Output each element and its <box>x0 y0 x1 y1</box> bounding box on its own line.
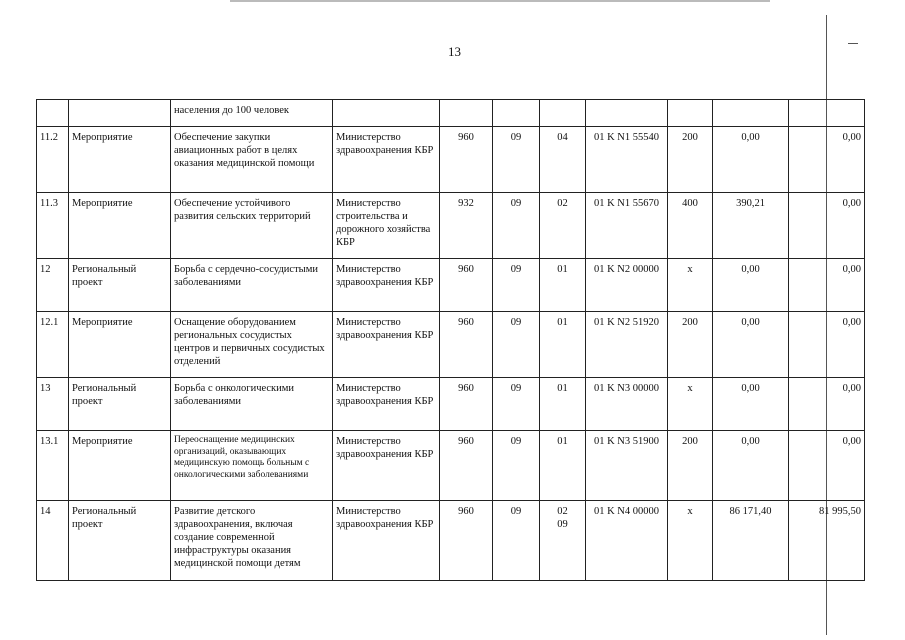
row-type: Мероприятие <box>69 127 171 193</box>
row-subsection-code: 02 <box>540 193 586 259</box>
row-type: Мероприятие <box>69 193 171 259</box>
row-expense-type: 200 <box>668 312 713 378</box>
row-executor: Министерство здравоохранения КБР <box>333 501 440 581</box>
row-name: Обеспечение устойчивого развития сельских территорий <box>171 193 333 259</box>
table-row <box>37 127 865 193</box>
row-amount-1: 0,00 <box>713 127 789 193</box>
row-subsection-code: 04 <box>540 127 586 193</box>
page-number: 13 <box>448 44 461 59</box>
row-expense-type: 400 <box>668 193 713 259</box>
table-row <box>37 312 865 378</box>
row-amount-1: 0,00 <box>713 312 789 378</box>
row-grbs-code: 960 <box>440 312 493 378</box>
row-executor: Министерство здравоохранения КБР <box>333 127 440 193</box>
row-name: Борьба с онкологическими заболеваниями <box>171 378 333 431</box>
row-expense-type: 200 <box>668 127 713 193</box>
row-amount-1: 86 171,40 <box>713 501 789 581</box>
row-subsection-code: 01 <box>540 312 586 378</box>
row-section-code: 09 <box>493 431 540 501</box>
row-grbs-code: 960 <box>440 259 493 312</box>
row-amount-2: 0,00 <box>789 431 865 501</box>
table-row <box>37 431 865 501</box>
row-amount-2: 81 995,50 <box>789 501 865 581</box>
row-amount-1: 0,00 <box>713 378 789 431</box>
table-row <box>37 501 865 581</box>
row-expense-type: x <box>668 378 713 431</box>
row-amount-1: 390,21 <box>713 193 789 259</box>
row-amount-1: 0,00 <box>713 259 789 312</box>
row-executor: Министерство строительства и дорожного хозяйства КБР <box>333 193 440 259</box>
row-amount-2: 0,00 <box>789 312 865 378</box>
row-name: Оснащение оборудованием региональных сосудистых центров и первичных сосудистых отделений <box>171 312 333 378</box>
row-name: Борьба с сердечно-сосудистыми заболеваниями <box>171 259 333 312</box>
row-executor: Министерство здравоохранения КБР <box>333 431 440 501</box>
scan-edge-top <box>230 0 770 2</box>
row-executor: Министерство здравоохранения КБР <box>333 312 440 378</box>
row-grbs-code: 960 <box>440 127 493 193</box>
row-amount-2: 0,00 <box>789 259 865 312</box>
row-expense-type: x <box>668 259 713 312</box>
row-amount-2: 0,00 <box>789 193 865 259</box>
row-number: 13 <box>37 378 69 431</box>
row-target-article: 01 K N2 51920 <box>586 312 668 378</box>
row-number: 11.2 <box>37 127 69 193</box>
row-name: Развитие детского здравоохранения, включая создание современной инфраструктуры оказания медицинской помощи детям <box>171 501 333 581</box>
row-target-article: 01 K N3 51900 <box>586 431 668 501</box>
row-section-code: 09 <box>493 193 540 259</box>
row-name: Переоснащение медицинских организаций, оказывающих медицинскую помощь больным с онкологическими заболеваниями <box>171 431 333 501</box>
budget-table <box>36 99 865 581</box>
row-type: Региональный проект <box>69 259 171 312</box>
row-expense-type: x <box>668 501 713 581</box>
row-section-code: 09 <box>493 378 540 431</box>
row-subsection-code: 01 <box>540 431 586 501</box>
row-executor: Министерство здравоохранения КБР <box>333 259 440 312</box>
row-number: 13.1 <box>37 431 69 501</box>
row-number: 14 <box>37 501 69 581</box>
row-number: 11.3 <box>37 193 69 259</box>
row-section-code: 09 <box>493 259 540 312</box>
row-type: Мероприятие <box>69 312 171 378</box>
row-section-code: 09 <box>493 501 540 581</box>
scan-mark <box>848 43 858 44</box>
row-subsection-code: 01 <box>540 378 586 431</box>
row-section-code: 09 <box>493 127 540 193</box>
row-expense-type: 200 <box>668 431 713 501</box>
row-amount-2: 0,00 <box>789 127 865 193</box>
row-target-article: 01 K N3 00000 <box>586 378 668 431</box>
row-executor: Министерство здравоохранения КБР <box>333 378 440 431</box>
row-target-article: 01 K N2 00000 <box>586 259 668 312</box>
row-name: Обеспечение закупки авиационных работ в целях оказания медицинской помощи <box>171 127 333 193</box>
continuation-row <box>37 100 865 127</box>
row-type: Региональный проект <box>69 501 171 581</box>
row-amount-1: 0,00 <box>713 431 789 501</box>
row-number: 12.1 <box>37 312 69 378</box>
row-number: 12 <box>37 259 69 312</box>
row-target-article: 01 K N1 55670 <box>586 193 668 259</box>
table-row <box>37 259 865 312</box>
row-subsection-code: 02 09 <box>540 501 586 581</box>
row-grbs-code: 932 <box>440 193 493 259</box>
row-grbs-code: 960 <box>440 501 493 581</box>
row-type: Региональный проект <box>69 378 171 431</box>
row-target-article: 01 K N4 00000 <box>586 501 668 581</box>
row-type: Мероприятие <box>69 431 171 501</box>
row-grbs-code: 960 <box>440 431 493 501</box>
row-subsection-code: 01 <box>540 259 586 312</box>
row-target-article: 01 K N1 55540 <box>586 127 668 193</box>
row-section-code: 09 <box>493 312 540 378</box>
table-row <box>37 378 865 431</box>
row-grbs-code: 960 <box>440 378 493 431</box>
continuation-text: населения до 100 человек <box>171 100 333 127</box>
table-row <box>37 193 865 259</box>
row-amount-2: 0,00 <box>789 378 865 431</box>
